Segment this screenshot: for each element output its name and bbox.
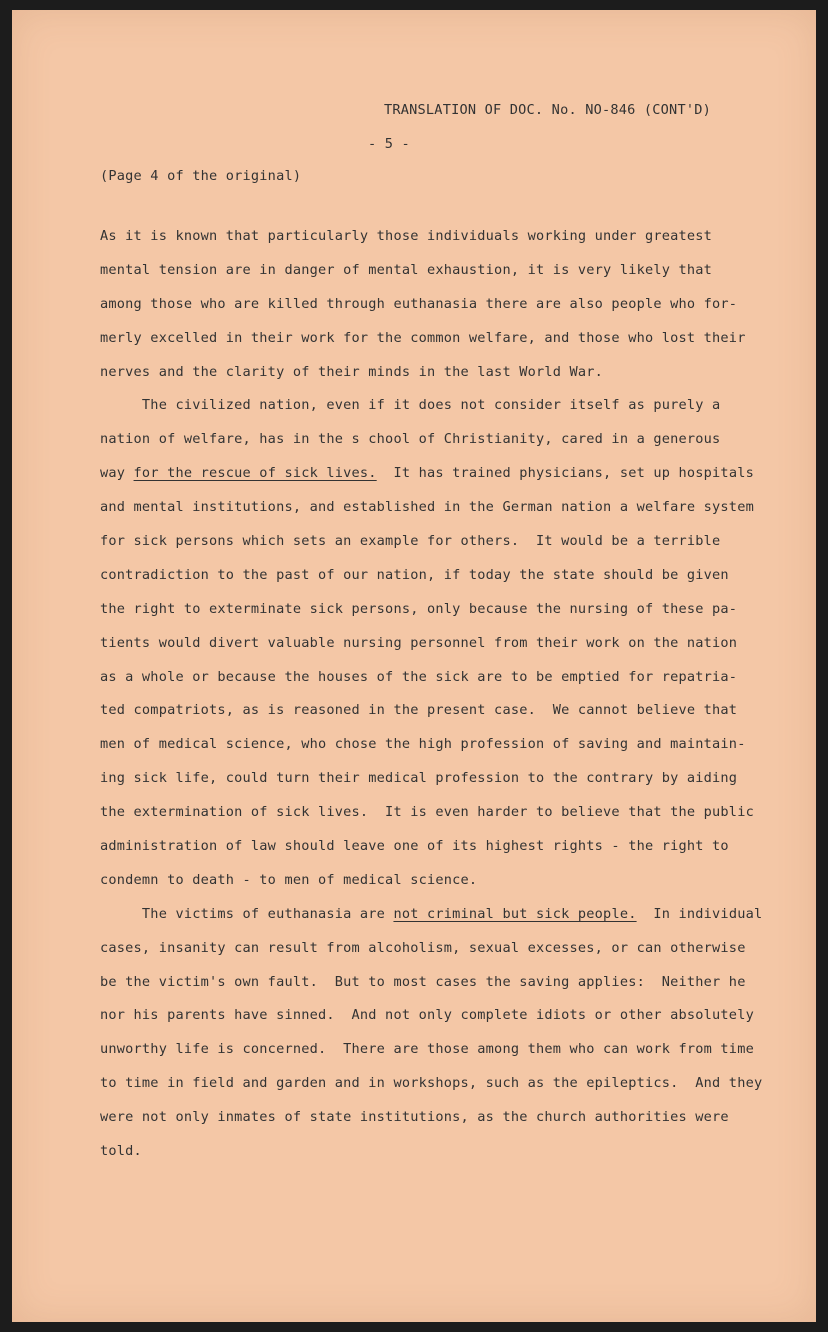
underlined-phrase: for the rescue of sick lives.: [133, 465, 377, 482]
text-line: [100, 593, 762, 627]
document-header: TRANSLATION OF DOC. No. NO-846 (CONT'D): [384, 102, 711, 118]
text-line: [100, 830, 762, 864]
text-line: [100, 1033, 762, 1067]
text-line: [100, 288, 762, 322]
text-line: [100, 1101, 762, 1135]
text-line: [100, 457, 762, 491]
line-text: As it is known that particularly those individuals working under greatest: [100, 228, 713, 244]
text-line: [100, 932, 762, 966]
line-text: be the victim's own fault. But to most cases the saving applies: Neither he: [100, 973, 746, 990]
text-line: [100, 1135, 762, 1169]
line-text: for sick persons which sets an example for others. It would be a terrible: [100, 533, 721, 550]
text-line: [100, 322, 762, 356]
line-text: the right to exterminate sick persons, only because the nursing of these pa-: [100, 600, 738, 617]
line-text: nerves and the clarity of their minds in the last World War.: [100, 363, 604, 380]
text-line: [100, 356, 762, 390]
document-body: [100, 220, 762, 1169]
line-text: mental tension are in danger of mental exhaustion, it is very likely that: [100, 261, 713, 278]
text-line: [100, 966, 762, 1000]
line-text: contradiction to the past of our nation, if today the state should be given: [100, 566, 729, 583]
document-page: [12, 10, 816, 1322]
line-text: unworthy life is concerned. There are those among them who can work from time: [100, 1041, 754, 1058]
text-line: [100, 525, 762, 559]
line-text: In individual: [636, 905, 763, 922]
line-text: told.: [100, 1143, 142, 1160]
text-line: [100, 254, 762, 288]
line-text: ing sick life, could turn their medical profession to the contrary by aiding: [100, 770, 738, 787]
line-text: administration of law should leave one of its highest rights - the right to: [100, 838, 729, 855]
text-line: [100, 627, 762, 661]
original-page-reference: (Page 4 of the original): [100, 168, 302, 184]
text-line: [100, 491, 762, 525]
line-text: condemn to death - to men of medical science.: [100, 871, 478, 888]
line-text: ted compatriots, as is reasoned in the present case. We cannot believe that: [100, 702, 738, 719]
underlined-phrase: not criminal but sick people.: [393, 905, 637, 922]
line-text: men of medical science, who chose the high profession of saving and maintain-: [100, 736, 746, 753]
text-line: [100, 694, 762, 728]
line-text: among those who are killed through euthanasia there are also people who for-: [100, 295, 738, 312]
line-text: nor his parents have sinned. And not only complete idiots or other absolutely: [100, 1007, 754, 1024]
text-line: [100, 999, 762, 1033]
text-line: [100, 864, 762, 898]
text-line: [100, 661, 762, 695]
text-line: [100, 423, 762, 457]
line-text: merly excelled in their work for the common welfare, and those who lost their: [100, 329, 746, 346]
line-text: way: [100, 465, 134, 482]
text-line: [100, 728, 762, 762]
text-line: [100, 1067, 762, 1101]
line-text: the extermination of sick lives. It is even harder to believe that the public: [100, 804, 754, 821]
line-text: nation of welfare, has in the s chool of Christianity, cared in a generous: [100, 431, 721, 448]
line-text: and mental institutions, and established in the German nation a welfare system: [100, 499, 754, 516]
page-number: - 5 -: [368, 136, 410, 152]
line-text: It has trained physicians, set up hospitals: [376, 465, 754, 482]
line-text: to time in field and garden and in workshops, such as the epileptics. And they: [100, 1075, 763, 1092]
line-text: The victims of euthanasia are: [100, 905, 394, 922]
text-line: [100, 559, 762, 593]
text-line: [100, 762, 762, 796]
text-line: [100, 796, 762, 830]
line-text: The civilized nation, even if it does not consider itself as purely a: [100, 397, 721, 414]
line-text: tients would divert valuable nursing personnel from their work on the nation: [100, 634, 738, 651]
text-line: [100, 898, 762, 932]
text-line: [100, 220, 762, 254]
line-text: cases, insanity can result from alcoholism, sexual excesses, or can otherwise: [100, 939, 746, 956]
line-text: were not only inmates of state institutions, as the church authorities were: [100, 1109, 729, 1126]
line-text: as a whole or because the houses of the sick are to be emptied for repatria-: [100, 668, 738, 685]
text-line: [100, 389, 762, 423]
